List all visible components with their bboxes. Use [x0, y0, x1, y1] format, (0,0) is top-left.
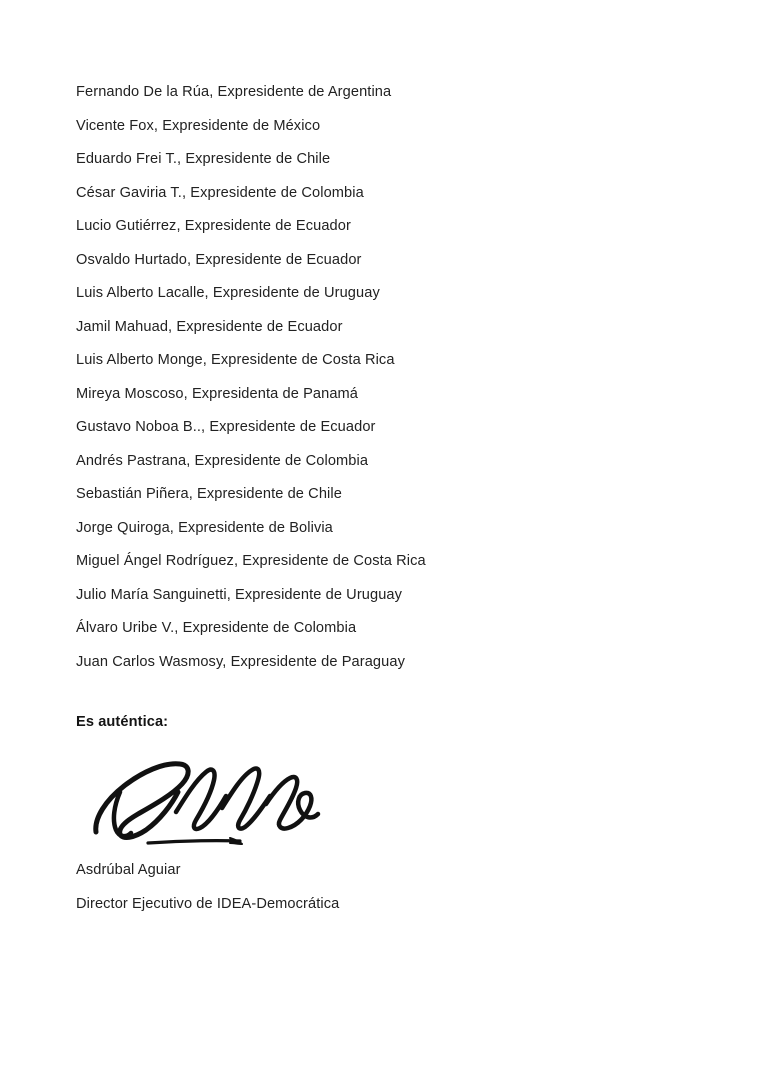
list-item: Osvaldo Hurtado, Expresidente de Ecuador [76, 251, 362, 268]
handwritten-signature-icon [90, 748, 340, 848]
list-item: Jamil Mahuad, Expresidente de Ecuador [76, 318, 343, 335]
list-item: Mireya Moscoso, Expresidenta de Panamá [76, 385, 359, 402]
list-item: Luis Alberto Monge, Expresidente de Costa Rica [76, 352, 395, 368]
list-item: Álvaro Uribe V., Expresidente de Colombia [76, 620, 357, 636]
list-item: Andrés Pastrana, Expresidente de Colombia [76, 452, 369, 469]
closing-block [76, 714, 716, 921]
list-item: Fernando De la Rúa, Expresidente de Argentina [76, 84, 392, 100]
list-item: Miguel Ángel Rodríguez, Expresidente de Costa Rica [76, 553, 426, 569]
signer-name: Asdrúbal Aguiar [76, 862, 181, 878]
list-item: Luis Alberto Lacalle, Expresidente de Uruguay [76, 285, 380, 301]
list-item: Eduardo Frei T., Expresidente de Chile [76, 151, 331, 167]
list-item: Juan Carlos Wasmosy, Expresidente de Paraguay [76, 653, 405, 670]
list-item: Gustavo Noboa B.., Expresidente de Ecuador [76, 419, 376, 435]
list-item: Jorge Quiroga, Expresidente de Bolivia [76, 519, 333, 536]
signature-area [76, 748, 716, 854]
list-item: Lucio Gutiérrez, Expresidente de Ecuador [76, 218, 351, 234]
signatory-list [76, 76, 716, 679]
list-item: Sebastián Piñera, Expresidente de Chile [76, 486, 342, 502]
signer-title: Director Ejecutivo de IDEA-Democrática [76, 895, 340, 912]
list-item: Julio María Sanguinetti, Expresidente de Uruguay [76, 586, 403, 603]
list-item: Vicente Fox, Expresidente de México [76, 117, 321, 134]
list-item: César Gaviria T., Expresidente de Colombia [76, 184, 364, 201]
authenticity-label: Es auténtica: [76, 714, 169, 730]
